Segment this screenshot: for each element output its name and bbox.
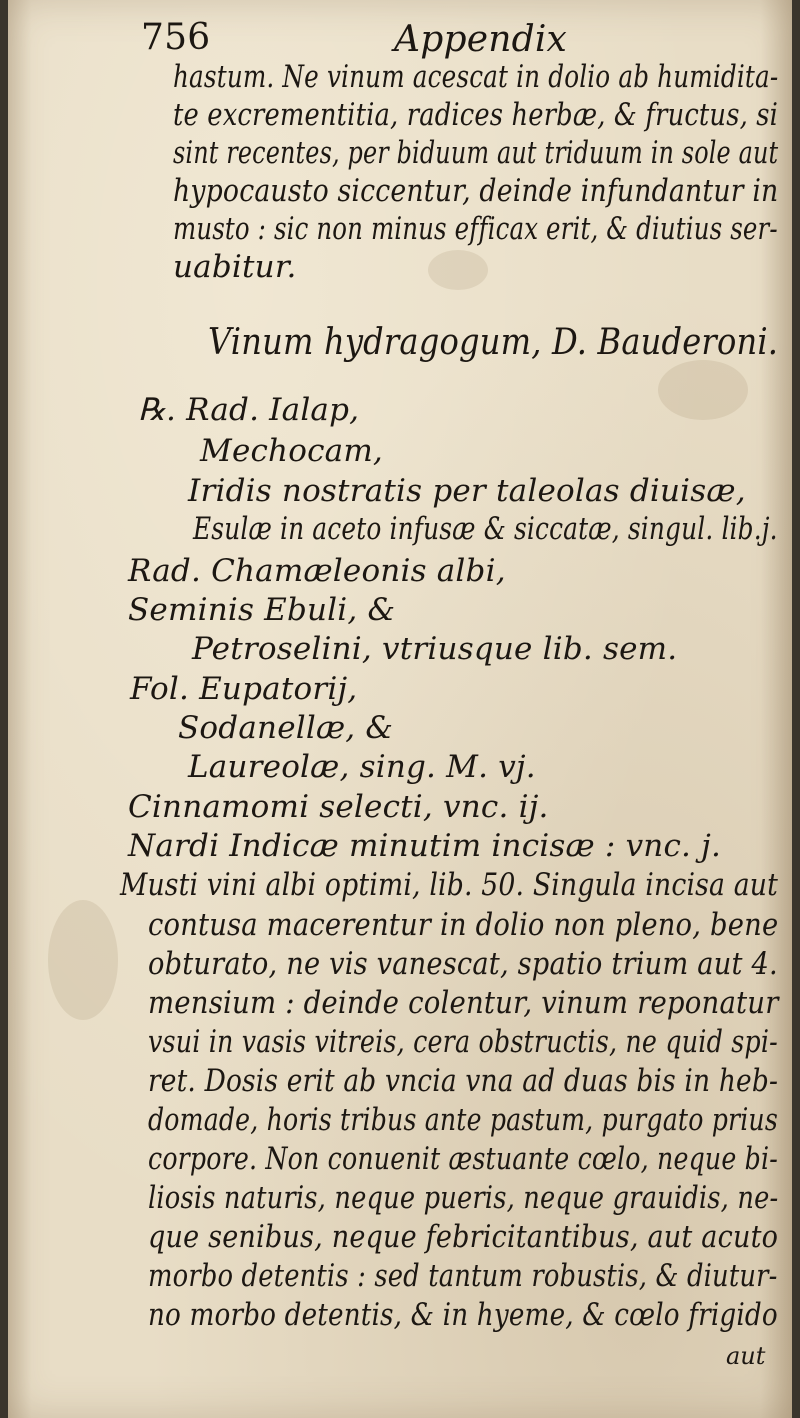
text-line: sint recentes, per biduum aut triduum in sole aut	[173, 135, 779, 171]
recipe-line: Iridis nostratis per taleolas diuisæ,	[188, 473, 746, 509]
text-line: corpore. Non conuenit æstuante cœlo, neque bi-	[148, 1141, 778, 1177]
recipe-line: Seminis Ebuli, &	[128, 592, 396, 628]
text-line: hastum. Ne vinum acescat in dolio ab humidita-	[173, 59, 779, 95]
recipe-line: Cinnamomi selecti, vnc. ij.	[128, 789, 549, 825]
page-number: 756	[141, 17, 211, 58]
paper-stain	[428, 250, 488, 290]
recipe-line: Petroselini, vtriusque lib. sem.	[192, 631, 678, 667]
recipe-line: Sodanellæ, &	[178, 710, 394, 746]
text-line: vsui in vasis vitreis, cera obstructis, ne quid spi-	[148, 1024, 778, 1060]
book-page	[8, 0, 792, 1418]
paper-stain	[48, 900, 118, 1020]
text-line: mensium : deinde colentur, vinum reponatur	[148, 985, 779, 1021]
recipe-line: Laureolæ, sing. M. vj.	[188, 749, 536, 785]
paper-stain	[658, 360, 748, 420]
text-line: morbo detentis : sed tantum robustis, & diutur-	[148, 1258, 778, 1294]
section-heading: Vinum hydragogum, D. Bauderoni.	[208, 322, 779, 363]
text-line: contusa macerentur in dolio non pleno, bene	[148, 907, 779, 943]
recipe-line: Mechocam,	[200, 433, 383, 469]
text-line: liosis naturis, neque pueris, neque grauidis, ne-	[148, 1180, 779, 1216]
recipe-line: Nardi Indicæ minutim incisæ : vnc. j.	[128, 828, 721, 864]
recipe-line: ℞. Rad. Ialap,	[138, 392, 360, 428]
text-line: que senibus, neque febricitantibus, aut acuto	[148, 1219, 779, 1255]
recipe-line: Esulæ in aceto infusæ & siccatæ, singul. lib.j.	[193, 511, 778, 547]
running-head: Appendix	[394, 19, 568, 60]
recipe-line: Rad. Chamæleonis albi,	[128, 553, 506, 589]
text-line: obturato, ne vis vanescat, spatio trium aut 4.	[148, 946, 778, 982]
text-line: musto : sic non minus efficax erit, & diutius ser-	[173, 211, 778, 247]
text-line: te excrementitia, radices herbæ, & fructus, si	[173, 97, 779, 133]
text-line: ret. Dosis erit ab vncia vna ad duas bis in heb-	[148, 1063, 779, 1099]
catchword: aut	[726, 1342, 766, 1370]
text-line: no morbo detentis, & in hyeme, & cœlo frigido	[148, 1297, 778, 1333]
recipe-line: Fol. Eupatorij,	[130, 671, 358, 707]
text-line: hypocausto siccentur, deinde infundantur in	[173, 173, 779, 209]
text-line: domade, horis tribus ante pastum, purgato prius	[148, 1102, 778, 1138]
text-line: uabitur.	[173, 249, 297, 285]
text-line: Musti vini albi optimi, lib. 50. Singula incisa aut	[120, 867, 779, 903]
